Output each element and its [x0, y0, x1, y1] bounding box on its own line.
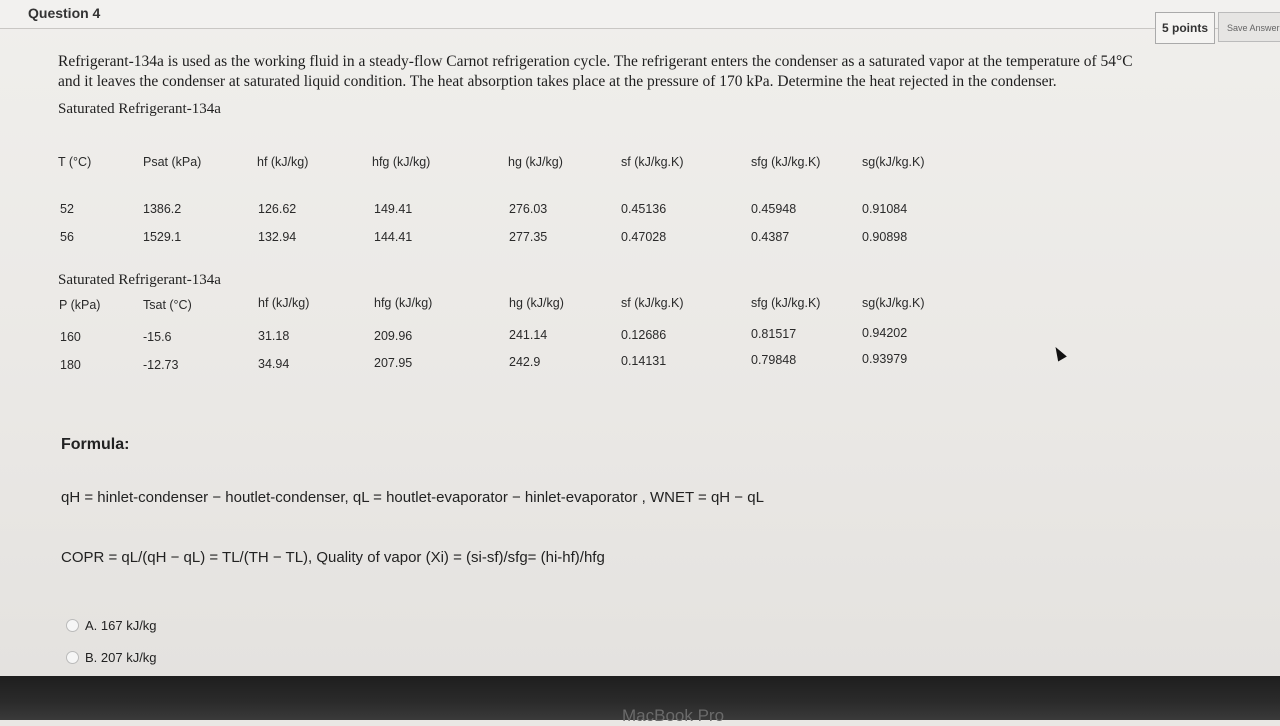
table1-cell: 0.4387 — [751, 230, 790, 244]
table2-header-cell: sf (kJ/kg.K) — [621, 296, 684, 310]
formula-line-1: qH = hinlet-condenser − houtlet-condenser, qL = houtlet-evaporator − hinlet-evaporator , WNET = qH − qL — [61, 489, 764, 506]
table2-cell: -12.73 — [143, 358, 179, 372]
table2-cell: 241.14 — [509, 328, 548, 342]
table2-cell: 207.95 — [374, 356, 413, 370]
table1-cell: 52 — [60, 202, 74, 216]
table1-cell: 277.35 — [509, 230, 548, 244]
table2-cell: 0.93979 — [862, 352, 908, 366]
table1-cell: 0.90898 — [862, 230, 908, 244]
table1-cell: 0.45136 — [621, 202, 667, 216]
table2-cell: 0.79848 — [751, 353, 797, 367]
table2-cell: 0.14131 — [621, 354, 667, 368]
table2-header-cell: P (kPa) — [59, 298, 101, 312]
problem-line-1: Refrigerant-134a is used as the working fluid in a steady-flow Carnot refrigeration cycle. The refrigerant enters the condenser as a saturated vapor at the temperature of 54°C — [58, 53, 1133, 70]
table1-cell: 149.41 — [374, 202, 413, 216]
table1-cell: 1386.2 — [143, 202, 182, 216]
table1-cell: 1529.1 — [143, 230, 182, 244]
table1-cell: 144.41 — [374, 230, 413, 244]
answer-option-label: B. 207 kJ/kg — [85, 650, 157, 665]
table2-cell: 242.9 — [509, 355, 541, 369]
table1-cell: 0.45948 — [751, 202, 797, 216]
table1-header-cell: hfg (kJ/kg) — [372, 155, 431, 169]
table2-cell: 31.18 — [258, 329, 290, 343]
table1-cell: 126.62 — [258, 202, 297, 216]
table2-cell: 0.12686 — [621, 328, 667, 342]
table1-header-cell: hg (kJ/kg) — [508, 155, 563, 169]
table2-header-cell: sfg (kJ/kg.K) — [751, 296, 821, 310]
table2-header-cell: hf (kJ/kg) — [258, 296, 310, 310]
table1-header-cell: T (°C) — [58, 155, 92, 169]
table1-header-cell: sg(kJ/kg.K) — [862, 155, 925, 169]
table1-cell: 0.91084 — [862, 202, 908, 216]
laptop-brand-label: MacBook Pro — [622, 706, 725, 725]
table2-cell: 209.96 — [374, 329, 413, 343]
mouse-pointer-icon — [1051, 344, 1067, 361]
table2-title: Saturated Refrigerant-134a — [58, 272, 221, 288]
answer-option-label: A. 167 kJ/kg — [85, 618, 157, 633]
points-badge: 5 points — [1155, 12, 1215, 44]
table2-cell: 0.81517 — [751, 327, 797, 341]
table2-header-cell: hg (kJ/kg) — [509, 296, 564, 310]
table1-cell: 276.03 — [509, 202, 548, 216]
answer-option-a[interactable] — [66, 618, 157, 633]
radio-button[interactable] — [66, 619, 79, 632]
save-answer-button[interactable]: Save Answer — [1218, 12, 1280, 42]
question-title: Question 4 — [28, 5, 101, 21]
table1-header-cell: sf (kJ/kg.K) — [621, 155, 684, 169]
formula-line-2: COPR = qL/(qH − qL) = TL/(TH − TL), Quality of vapor (Xi) = (si-sf)/sfg= (hi-hf)/hfg — [61, 549, 605, 566]
table2-cell: 160 — [60, 330, 81, 344]
question-header — [0, 0, 1280, 29]
table1-header-cell: sfg (kJ/kg.K) — [751, 155, 821, 169]
problem-statement — [58, 52, 1268, 92]
table2-cell: 180 — [60, 358, 81, 372]
problem-line-2: and it leaves the condenser at saturated liquid condition. The heat absorption takes place at the pressure of 170 kPa. Determine the heat rejected in the condenser. — [58, 73, 1057, 90]
table2-header-cell: Tsat (°C) — [143, 298, 192, 312]
table1-title: Saturated Refrigerant-134a — [58, 101, 221, 117]
table1-cell: 0.47028 — [621, 230, 667, 244]
formula-label: Formula: — [61, 436, 130, 453]
table2-cell: 34.94 — [258, 357, 290, 371]
table1-header-cell: hf (kJ/kg) — [257, 155, 309, 169]
table1-cell: 132.94 — [258, 230, 297, 244]
radio-button[interactable] — [66, 651, 79, 664]
table2-cell: -15.6 — [143, 330, 172, 344]
table2-cell: 0.94202 — [862, 326, 908, 340]
table2-header-cell: hfg (kJ/kg) — [374, 296, 433, 310]
table2-header-cell: sg(kJ/kg.K) — [862, 296, 925, 310]
answer-option-b[interactable] — [66, 650, 157, 665]
table1-header-cell: Psat (kPa) — [143, 155, 202, 169]
table1-cell: 56 — [60, 230, 74, 244]
